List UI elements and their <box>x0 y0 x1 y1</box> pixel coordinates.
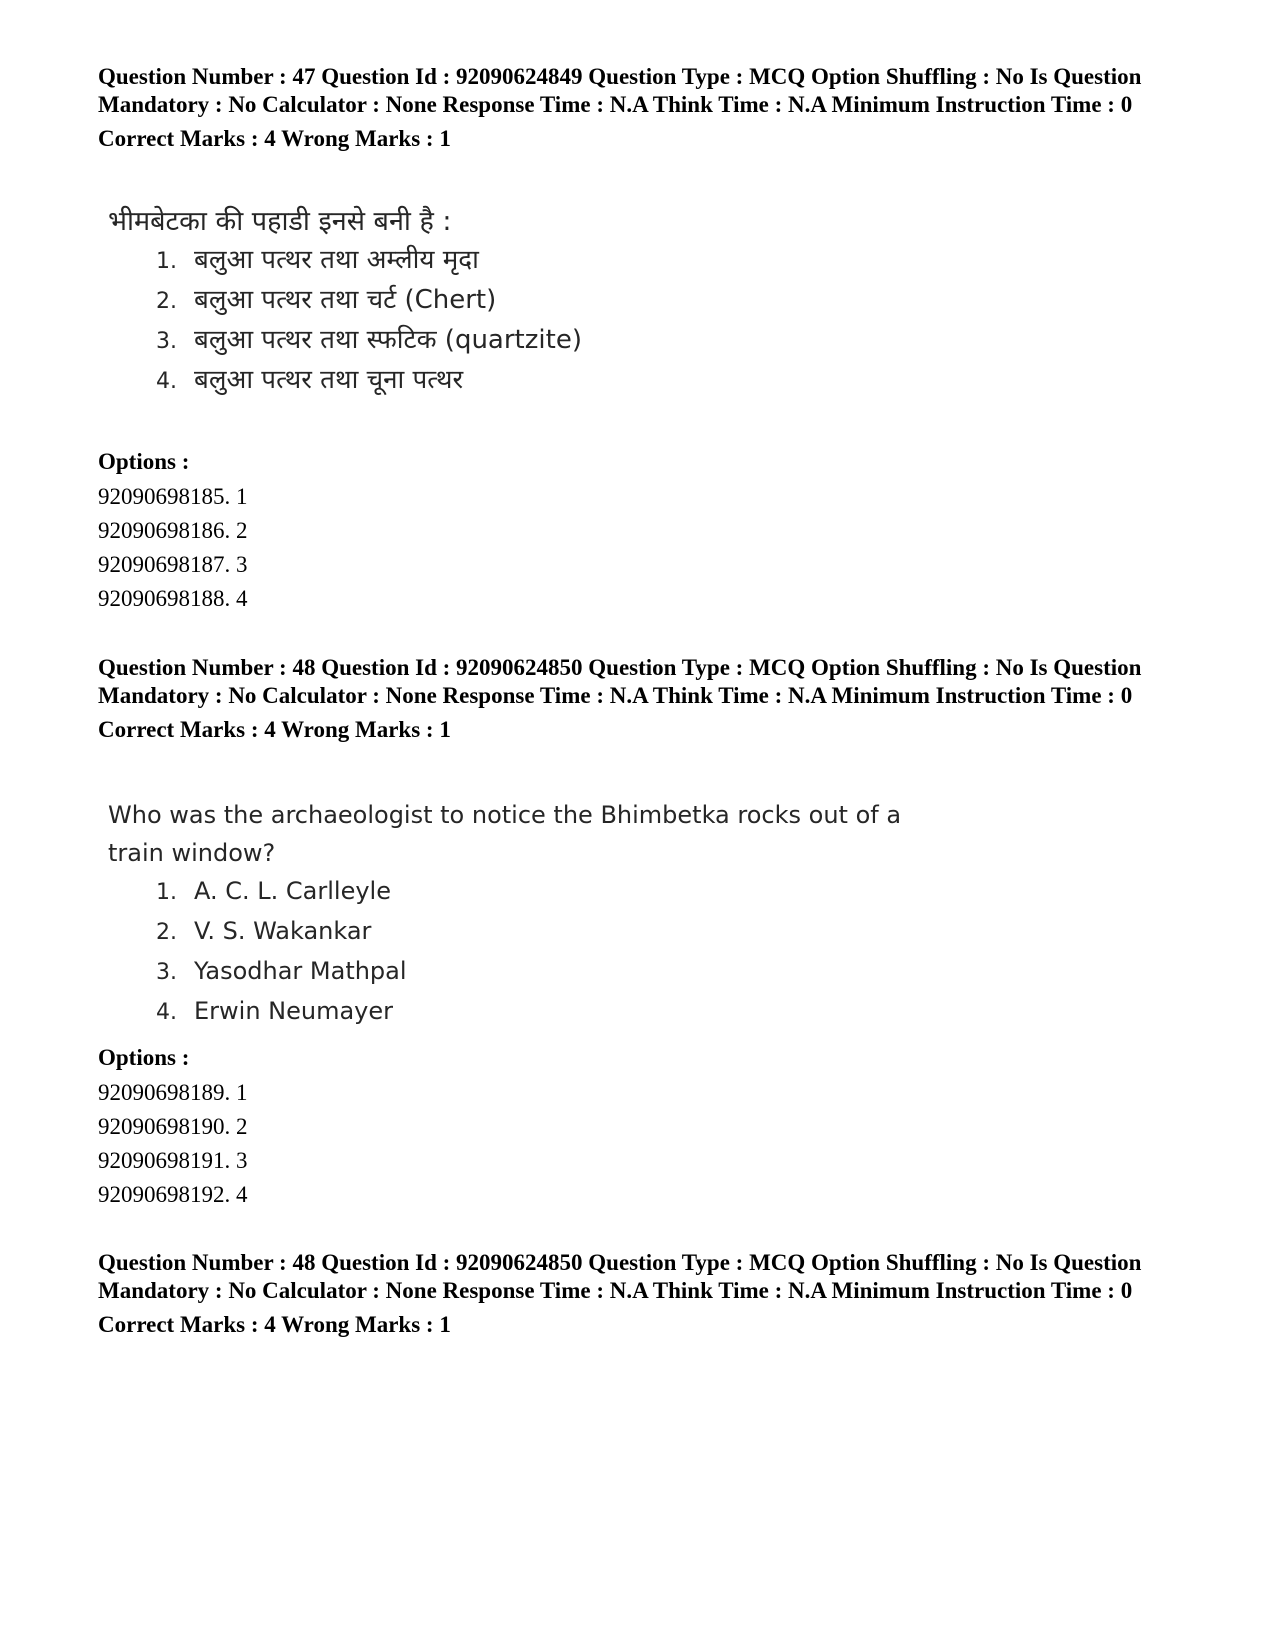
choice-text: Yasodhar Mathpal <box>194 957 407 985</box>
question-48-content <box>98 796 908 1032</box>
choice-item <box>156 912 908 952</box>
choice-number: 1. <box>156 249 177 274</box>
options-label: Options : <box>98 449 190 474</box>
choice-number: 4. <box>156 1000 177 1025</box>
choice-item <box>156 992 908 1032</box>
choice-text: बलुआ पत्थर तथा स्फटिक (quartzite) <box>194 325 582 355</box>
question-marks: Correct Marks : 4 Wrong Marks : 1 <box>98 1312 451 1337</box>
option-row: 92090698187. 3 <box>98 552 248 577</box>
choice-item <box>156 361 808 401</box>
choice-number: 2. <box>156 920 177 945</box>
choice-text: बलुआ पत्थर तथा चूना पत्थर <box>194 365 464 395</box>
option-row: 92090698192. 4 <box>98 1182 248 1207</box>
question-47-options <box>98 448 1188 616</box>
option-row: 92090698191. 3 <box>98 1148 248 1173</box>
choice-number: 3. <box>156 960 177 985</box>
question-48-header <box>98 654 1188 744</box>
question-47-header <box>98 63 1188 153</box>
choice-text: बलुआ पत्थर तथा चर्ट (Chert) <box>194 285 497 315</box>
choice-item <box>156 241 808 281</box>
options-label: Options : <box>98 1045 190 1070</box>
choice-text: V. S. Wakankar <box>194 917 372 945</box>
choice-text: बलुआ पत्थर तथा अम्लीय मृदा <box>194 245 479 275</box>
option-row: 92090698189. 1 <box>98 1080 248 1105</box>
question-stem: Who was the archaeologist to notice the Bhimbetka rocks out of a train window? <box>108 801 902 867</box>
question-stem: भीमबेटका की पहाडी इनसे बनी है : <box>108 206 452 237</box>
choice-item <box>156 321 808 361</box>
question-meta: Question Number : 48 Question Id : 92090624850 Question Type : MCQ Option Shuffling : No Is Question Mandatory : No Calculator : None Response Time : N.A Think Time : N.A Minimum Instruction Time : 0 <box>98 1250 1142 1303</box>
option-row: 92090698186. 2 <box>98 518 248 543</box>
option-row: 92090698190. 2 <box>98 1114 248 1139</box>
question-marks: Correct Marks : 4 Wrong Marks : 1 <box>98 126 451 151</box>
question-meta: Question Number : 48 Question Id : 92090624850 Question Type : MCQ Option Shuffling : No Is Question Mandatory : No Calculator : None Response Time : N.A Think Time : N.A Minimum Instruction Time : 0 <box>98 655 1142 708</box>
option-row: 92090698185. 1 <box>98 484 248 509</box>
choice-item <box>156 872 908 912</box>
question-choices <box>108 241 808 401</box>
choice-number: 2. <box>156 289 177 314</box>
choice-text: Erwin Neumayer <box>194 997 394 1025</box>
choice-number: 3. <box>156 329 177 354</box>
choice-number: 1. <box>156 880 177 905</box>
question-48-options <box>98 1044 1188 1212</box>
question-meta: Question Number : 47 Question Id : 92090624849 Question Type : MCQ Option Shuffling : No Is Question Mandatory : No Calculator : None Response Time : N.A Think Time : N.A Minimum Instruction Time : 0 <box>98 64 1142 117</box>
question-choices <box>108 872 908 1032</box>
option-row: 92090698188. 4 <box>98 586 248 611</box>
question-48-repeat-header <box>98 1249 1188 1339</box>
choice-text: A. C. L. Carlleyle <box>194 877 391 905</box>
question-marks: Correct Marks : 4 Wrong Marks : 1 <box>98 717 451 742</box>
choice-item <box>156 281 808 321</box>
choice-item <box>156 952 908 992</box>
choice-number: 4. <box>156 369 177 394</box>
question-47-content <box>98 203 808 401</box>
